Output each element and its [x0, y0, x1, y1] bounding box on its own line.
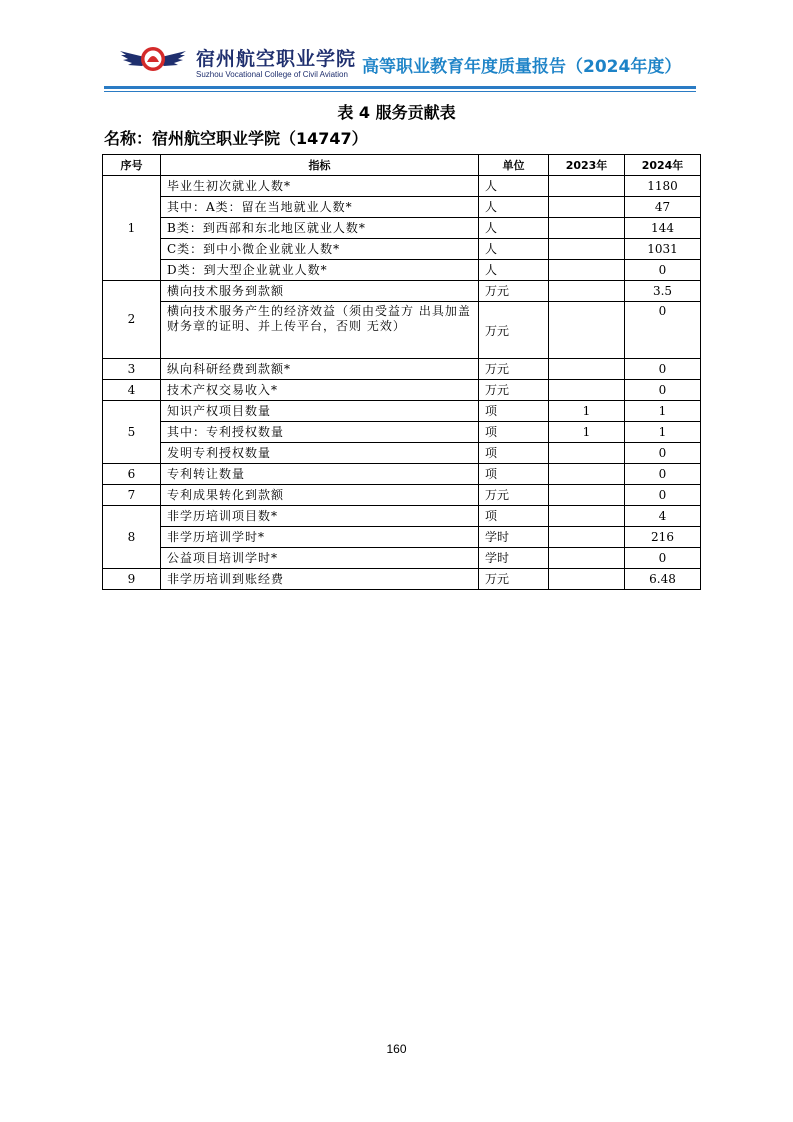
indicator-cell: 纵向科研经费到款额* — [161, 359, 479, 380]
service-contribution-table — [102, 154, 701, 590]
value-2024-cell: 1180 — [625, 176, 701, 197]
value-2024-cell: 0 — [625, 359, 701, 380]
table-row — [103, 380, 701, 401]
table-row — [103, 302, 701, 359]
table-row — [103, 260, 701, 281]
unit-cell: 万元 — [479, 281, 549, 302]
indicator-cell: 横向技术服务到款额 — [161, 281, 479, 302]
table-row — [103, 176, 701, 197]
value-2023-cell — [549, 464, 625, 485]
indicator-cell: 毕业生初次就业人数* — [161, 176, 479, 197]
table-row — [103, 569, 701, 590]
table-row — [103, 464, 701, 485]
value-2024-cell: 4 — [625, 506, 701, 527]
indicator-cell: 非学历培训到账经费 — [161, 569, 479, 590]
unit-cell: 项 — [479, 401, 549, 422]
value-2023-cell — [549, 176, 625, 197]
unit-cell: 万元 — [479, 302, 549, 359]
unit-cell: 万元 — [479, 359, 549, 380]
header-rule-thick — [104, 86, 696, 89]
value-2024-cell: 0 — [625, 302, 701, 359]
value-2023-cell — [549, 239, 625, 260]
table-header-row — [103, 155, 701, 176]
value-2024-cell: 6.48 — [625, 569, 701, 590]
value-2024-cell: 0 — [625, 380, 701, 401]
value-2023-cell — [549, 527, 625, 548]
column-header-no: 序号 — [103, 155, 161, 176]
indicator-cell: 技术产权交易收入* — [161, 380, 479, 401]
indicator-cell: 非学历培训项目数* — [161, 506, 479, 527]
table-row — [103, 281, 701, 302]
indicator-cell: D类：到大型企业就业人数* — [161, 260, 479, 281]
college-wings-emblem-icon — [118, 42, 188, 76]
table-row — [103, 197, 701, 218]
row-number: 7 — [103, 485, 161, 506]
table-row — [103, 548, 701, 569]
value-2023-cell — [549, 281, 625, 302]
indicator-cell: 专利成果转化到款额 — [161, 485, 479, 506]
table-row — [103, 218, 701, 239]
unit-cell: 人 — [479, 218, 549, 239]
unit-cell: 学时 — [479, 527, 549, 548]
unit-cell: 万元 — [479, 485, 549, 506]
column-header-2024: 2024年 — [625, 155, 701, 176]
value-2023-cell: 1 — [549, 401, 625, 422]
indicator-cell: 公益项目培训学时* — [161, 548, 479, 569]
column-header-indicator: 指标 — [161, 155, 479, 176]
row-number: 6 — [103, 464, 161, 485]
table-row — [103, 422, 701, 443]
table-row — [103, 401, 701, 422]
indicator-cell: 专利转让数量 — [161, 464, 479, 485]
value-2024-cell: 1 — [625, 422, 701, 443]
value-2024-cell: 1 — [625, 401, 701, 422]
unit-cell: 人 — [479, 239, 549, 260]
value-2023-cell — [549, 260, 625, 281]
table-row — [103, 359, 701, 380]
unit-cell: 项 — [479, 422, 549, 443]
indicator-cell: 其中：A类：留在当地就业人数* — [161, 197, 479, 218]
value-2023-cell — [549, 359, 625, 380]
value-2023-cell — [549, 443, 625, 464]
unit-cell: 项 — [479, 506, 549, 527]
indicator-cell: 非学历培训学时* — [161, 527, 479, 548]
unit-cell: 万元 — [479, 380, 549, 401]
row-number: 4 — [103, 380, 161, 401]
unit-cell: 项 — [479, 443, 549, 464]
value-2023-cell — [549, 569, 625, 590]
entity-name: 名称：宿州航空职业学院（14747） — [104, 129, 368, 148]
school-name-en: Suzhou Vocational College of Civil Aviation — [196, 70, 348, 79]
unit-cell: 项 — [479, 464, 549, 485]
row-number: 8 — [103, 506, 161, 569]
row-number: 5 — [103, 401, 161, 464]
unit-cell: 人 — [479, 260, 549, 281]
value-2024-cell: 0 — [625, 485, 701, 506]
indicator-cell: 发明专利授权数量 — [161, 443, 479, 464]
value-2024-cell: 0 — [625, 443, 701, 464]
value-2024-cell: 0 — [625, 464, 701, 485]
unit-cell: 人 — [479, 197, 549, 218]
table-row — [103, 485, 701, 506]
unit-cell: 人 — [479, 176, 549, 197]
row-number: 1 — [103, 176, 161, 281]
report-title: 高等职业教育年度质量报告（2024年度） — [362, 57, 682, 77]
header-rule-thin — [104, 91, 696, 92]
table-row — [103, 527, 701, 548]
indicator-cell: 知识产权项目数量 — [161, 401, 479, 422]
row-number: 3 — [103, 359, 161, 380]
indicator-cell: 横向技术服务产生的经济效益（须由受益方 出具加盖财务章的证明、并上传平台，否则 无效） — [161, 302, 479, 359]
value-2023-cell — [549, 197, 625, 218]
value-2024-cell: 0 — [625, 548, 701, 569]
value-2023-cell — [549, 380, 625, 401]
table-title: 表 4 服务贡献表 — [337, 103, 456, 122]
value-2024-cell: 1031 — [625, 239, 701, 260]
value-2023-cell — [549, 548, 625, 569]
value-2023-cell — [549, 506, 625, 527]
column-header-2023: 2023年 — [549, 155, 625, 176]
unit-cell: 万元 — [479, 569, 549, 590]
indicator-cell: B类：到西部和东北地区就业人数* — [161, 218, 479, 239]
unit-cell: 学时 — [479, 548, 549, 569]
value-2024-cell: 47 — [625, 197, 701, 218]
value-2024-cell: 0 — [625, 260, 701, 281]
table-row — [103, 239, 701, 260]
value-2023-cell: 1 — [549, 422, 625, 443]
row-number: 9 — [103, 569, 161, 590]
table-row — [103, 506, 701, 527]
column-header-unit: 单位 — [479, 155, 549, 176]
value-2023-cell — [549, 218, 625, 239]
value-2023-cell — [549, 485, 625, 506]
indicator-cell: 其中：专利授权数量 — [161, 422, 479, 443]
table-row — [103, 443, 701, 464]
value-2024-cell: 216 — [625, 527, 701, 548]
value-2024-cell: 144 — [625, 218, 701, 239]
value-2024-cell: 3.5 — [625, 281, 701, 302]
school-name-cn: 宿州航空职业学院 — [196, 48, 357, 70]
indicator-cell: C类：到中小微企业就业人数* — [161, 239, 479, 260]
value-2023-cell — [549, 302, 625, 359]
row-number: 2 — [103, 281, 161, 359]
page-number: 160 — [386, 1042, 407, 1056]
